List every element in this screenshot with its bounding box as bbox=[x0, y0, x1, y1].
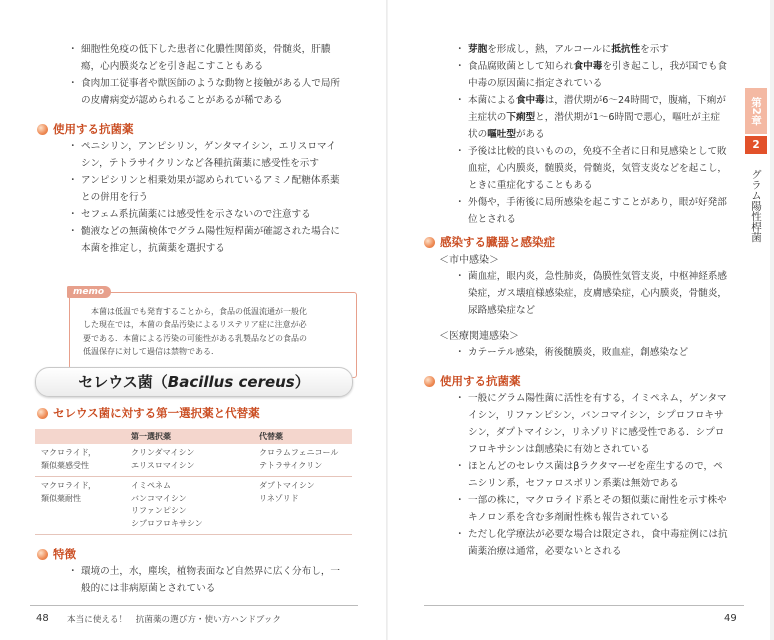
bullet-item: ・ ほとんどのセレウス菌はβラクタマーゼを産生するので，ペ ニシリン系，セファロスポリン系薬は無効である bbox=[457, 458, 747, 492]
section-heading-infection-sites: 感染する臓器と感染症 bbox=[424, 234, 555, 250]
cell-line: 類似薬感受性 bbox=[41, 460, 89, 470]
page-edge bbox=[770, 0, 774, 640]
cell-line: クリンダマイシン bbox=[131, 448, 195, 457]
section-heading-antibacterial-left: 使用する抗菌薬 bbox=[37, 121, 134, 137]
table-body bbox=[35, 444, 352, 535]
table-header-cell bbox=[35, 429, 125, 444]
table-row bbox=[35, 477, 352, 535]
first-choice-table bbox=[35, 429, 352, 535]
bullet-item: ・ セフェム系抗菌薬には感受性を示さないので注意する bbox=[70, 206, 360, 223]
hospital-infection-bullets bbox=[457, 344, 747, 361]
bullet-item: ・ 芽胞を形成し，熱，アルコールに抵抗性を示す bbox=[457, 41, 747, 58]
cell-line: ダプトマイシン bbox=[259, 481, 315, 490]
orange-ball-icon bbox=[37, 124, 48, 135]
cell-line: マクロライド， bbox=[41, 448, 97, 457]
footer-rule bbox=[30, 605, 358, 606]
bacterium-title-latin: Bacillus cereus bbox=[167, 373, 295, 391]
chapter-tab: 第2章 bbox=[745, 88, 767, 134]
bullet-item: ・ 本菌による食中毒は，潜伏期が6～24時間で，腹痛，下痢が 主症状の下痢型と，潜伏期が1～6時間で悪心，嘔吐が主症 状の嘔吐型がある bbox=[457, 92, 747, 143]
footer-rule bbox=[424, 605, 744, 606]
section-heading-features: 特徴 bbox=[37, 546, 76, 562]
community-infection-bullets bbox=[457, 268, 747, 319]
page-number-right: 49 bbox=[724, 613, 737, 624]
table-header-cell: 第一選択薬 bbox=[125, 429, 253, 444]
cell-line: クロラムフェニコール bbox=[259, 448, 339, 457]
orange-ball-icon bbox=[424, 376, 435, 387]
table-header-row bbox=[35, 429, 352, 444]
left-features-bullets bbox=[70, 563, 360, 597]
right-page bbox=[387, 0, 774, 640]
right-top-bullets bbox=[457, 41, 747, 228]
section-heading-first-choice: セレウス菌に対する第一選択薬と代替薬 bbox=[37, 405, 260, 421]
bullet-item: ・ ただし化学療法が必要な場合は限定され，食中毒症例には抗 菌薬治療は通常，必要ないとされる bbox=[457, 526, 747, 560]
bullet-item: ・ 食肉加工従事者や獣医師のような動物と接触がある人で局所 の皮膚病変が認められることがあるが稀である bbox=[70, 75, 360, 109]
left-antibacterial-bullets bbox=[70, 138, 360, 257]
bacterium-title-close: ） bbox=[294, 373, 310, 391]
table-cell bbox=[125, 444, 253, 477]
table-cell bbox=[35, 477, 125, 535]
section-heading-antibacterial-right: 使用する抗菌薬 bbox=[424, 373, 521, 389]
right-antibacterial-bullets bbox=[457, 390, 747, 560]
table-cell bbox=[253, 477, 352, 535]
table-cell bbox=[253, 444, 352, 477]
bacterium-title-band bbox=[35, 367, 353, 397]
cell-line: リファンピシン bbox=[131, 506, 187, 515]
bullet-item: ・ 細胞性免疫の低下した患者に化膿性関節炎，骨髄炎，肝膿 瘍，心内膜炎などを引き起こすこともある bbox=[70, 41, 360, 75]
memo-box bbox=[69, 287, 357, 378]
bacterium-title-jp: セレウス菌（ bbox=[78, 373, 168, 391]
bullet-item: ・ 外傷や，手術後に局所感染を起こすことがあり，眼が好発部 位とされる bbox=[457, 194, 747, 228]
bullet-item: ・ 髄液などの無菌検体でグラム陽性短桿菌が確認された場合に 本菌を推定し，抗菌薬を選択する bbox=[70, 223, 360, 257]
book-title: 本当に使える！ 抗菌薬の選び方・使い方ハンドブック bbox=[67, 615, 281, 625]
cell-line: イミペネム bbox=[131, 481, 171, 490]
memo-tag: memo bbox=[67, 286, 111, 298]
cell-line: リネゾリド bbox=[259, 493, 299, 503]
bullet-item: ・ 食品腐敗菌として知られ食中毒を引き起こし，我が国でも食 中毒の原因菌に指定されている bbox=[457, 58, 747, 92]
cell-line: エリスロマイシン bbox=[131, 460, 195, 470]
orange-ball-icon bbox=[37, 549, 48, 560]
cell-line: テトラサイクリン bbox=[259, 460, 323, 470]
table-row bbox=[35, 444, 352, 477]
memo-text: 本菌は低温でも発育することから，食品の低温流通が一般化 した現在では，本菌の食品汚染によるリステリア症に注意が必 要である．本菌による汚染の可能性がある乳製品などの食品の 低温保存に対して過信は禁物である． bbox=[83, 307, 307, 357]
cell-line: バンコマイシン bbox=[131, 493, 187, 503]
bullet-item: ・ 一般にグラム陽性菌に活性を有する，イミペネム，ゲンタマ イシン，リファンピシン，バンコマイシン，シプロフロキサ シン，ダプトマイシン，リネゾリドに感受性である．シプロ フロキサシンは創感染に有効とされている bbox=[457, 390, 747, 458]
table-header-cell: 代替薬 bbox=[253, 429, 352, 444]
community-infection-label: ＜市中感染＞ bbox=[439, 255, 499, 266]
bullet-item: ・ 一部の株に，マクロライド系とその類似薬に耐性を示す株や キノロン系を含む多剤耐性株も報告されている bbox=[457, 492, 747, 526]
cell-line: 類似薬耐性 bbox=[41, 493, 81, 503]
bullet-item: ・ アンピシリンと相乗効果が認められているアミノ配糖体系薬 との併用を行う bbox=[70, 172, 360, 206]
cell-line: シプロフロキサシン bbox=[131, 518, 203, 528]
cell-line: マクロライド， bbox=[41, 481, 97, 490]
bullet-item: ・ カテーテル感染，術後髄膜炎，敗血症，創感染など bbox=[457, 344, 747, 361]
bullet-item: ・ 菌血症，眼内炎，急性肺炎，偽膜性気管支炎，中枢神経系感 染症，ガス壊疽様感染症，皮膚感染症，心内膜炎，骨髄炎， 尿路感染症など bbox=[457, 268, 747, 319]
bullet-item: ・ 環境の土，水，塵埃，植物表面など自然界に広く分布し，一 般的には非病原菌とされている bbox=[70, 563, 360, 597]
chapter-number-tab: 2 bbox=[745, 136, 767, 154]
bullet-item: ・ ペニシリン，アンピシリン，ゲンタマイシン，エリスロマイ シン，テトラサイクリンなど各種抗菌薬に感受性を示す bbox=[70, 138, 360, 172]
bullet-item: ・ 予後は比較的良いものの，免疫不全者に日和見感染として敗 血症，心内膜炎，髄膜炎，骨髄炎，気管支炎などを起こし， ときに重症化することもある bbox=[457, 143, 747, 194]
orange-ball-icon bbox=[37, 408, 48, 419]
page-number-left: 48 bbox=[36, 613, 49, 624]
hospital-infection-label: ＜医療関連感染＞ bbox=[439, 331, 519, 342]
left-top-bullets bbox=[70, 41, 360, 109]
table-cell bbox=[35, 444, 125, 477]
chapter-name-tab: グラム陽性桿菌 bbox=[750, 169, 762, 243]
table-cell bbox=[125, 477, 253, 535]
orange-ball-icon bbox=[424, 237, 435, 248]
